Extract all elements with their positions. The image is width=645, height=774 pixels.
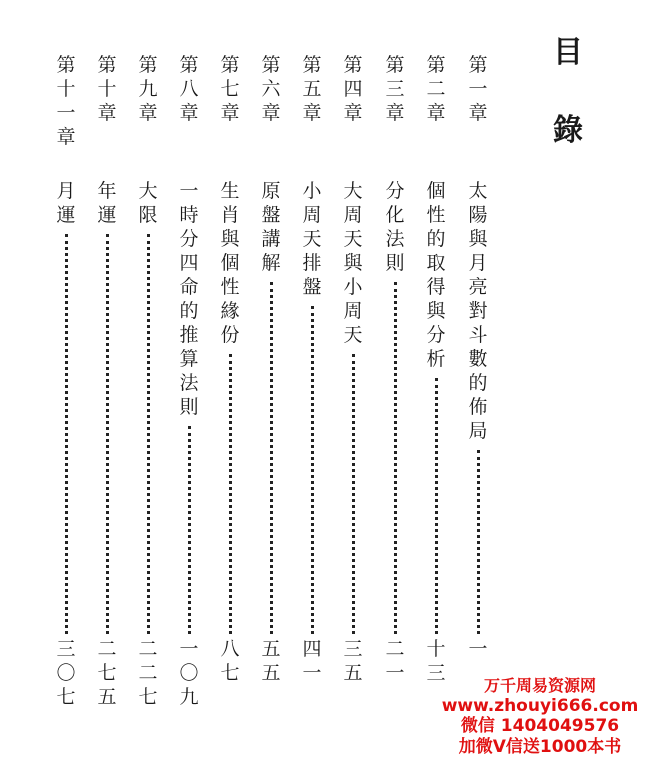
chapter-number: 第 三 章	[385, 54, 405, 124]
dot-leader	[270, 282, 273, 634]
page-number: 二 二 七	[138, 638, 158, 708]
dot-leader	[106, 234, 109, 634]
chapter-number: 第 一 章	[468, 54, 488, 124]
chapter-number: 第 八 章	[179, 54, 199, 124]
chapter-number: 第 六 章	[261, 54, 281, 124]
chapter-number: 第 四 章	[343, 54, 363, 124]
chapter-title: 大 周 天 與 小 周 天	[343, 180, 363, 346]
chapter-title: 大 限	[138, 180, 158, 226]
watermark	[440, 676, 640, 758]
page-number: 三 五	[343, 638, 363, 684]
title-char-1: 目	[553, 35, 583, 70]
chapter-number: 第 二 章	[426, 54, 446, 124]
chapter-title: 月 運	[56, 180, 76, 226]
watermark-url: www.zhouyi666.com	[441, 695, 639, 716]
page-number: 二 一	[385, 638, 405, 684]
dot-leader	[435, 378, 438, 634]
chapter-number: 第 五 章	[302, 54, 322, 124]
page-number: 三 〇 七	[56, 638, 76, 708]
chapter-title: 年 運	[97, 180, 117, 226]
page-number: 一 〇 九	[179, 638, 199, 708]
chapter-number: 第 十 一 章	[56, 54, 76, 148]
chapter-title: 生 肖 與 個 性 緣 份	[220, 180, 240, 346]
dot-leader	[188, 426, 191, 634]
dot-leader	[394, 282, 397, 634]
dot-leader	[147, 234, 150, 634]
page-title	[548, 35, 588, 148]
page-number: 一	[468, 638, 488, 660]
chapter-number: 第 七 章	[220, 54, 240, 124]
page-number: 五 五	[261, 638, 281, 684]
page-number: 十 三	[426, 638, 446, 684]
watermark-promo: 加微V信送1000本书	[458, 736, 622, 757]
chapter-title: 原 盤 講 解	[261, 180, 281, 274]
dot-leader	[477, 450, 480, 634]
chapter-number: 第 十 章	[97, 54, 117, 124]
chapter-number: 第 九 章	[138, 54, 158, 124]
dot-leader	[311, 306, 314, 634]
title-char-2: 錄	[553, 113, 583, 148]
dot-leader	[229, 354, 232, 634]
chapter-title: 小 周 天 排 盤	[302, 180, 322, 298]
dot-leader	[65, 234, 68, 634]
chapter-title: 一 時 分 四 命 的 推 算 法 則	[179, 180, 199, 418]
chapter-title: 太 陽 與 月 亮 對 斗 數 的 佈 局	[468, 180, 488, 442]
chapter-title: 個 性 的 取 得 與 分 析	[426, 180, 446, 370]
dot-leader	[352, 354, 355, 634]
watermark-site-name: 万千周易资源网	[483, 676, 596, 695]
page-number: 四 一	[302, 638, 322, 684]
page-number: 八 七	[220, 638, 240, 684]
chapter-title: 分 化 法 則	[385, 180, 405, 274]
watermark-wechat: 微信 1404049576	[460, 716, 620, 737]
page-number: 二 七 五	[97, 638, 117, 708]
